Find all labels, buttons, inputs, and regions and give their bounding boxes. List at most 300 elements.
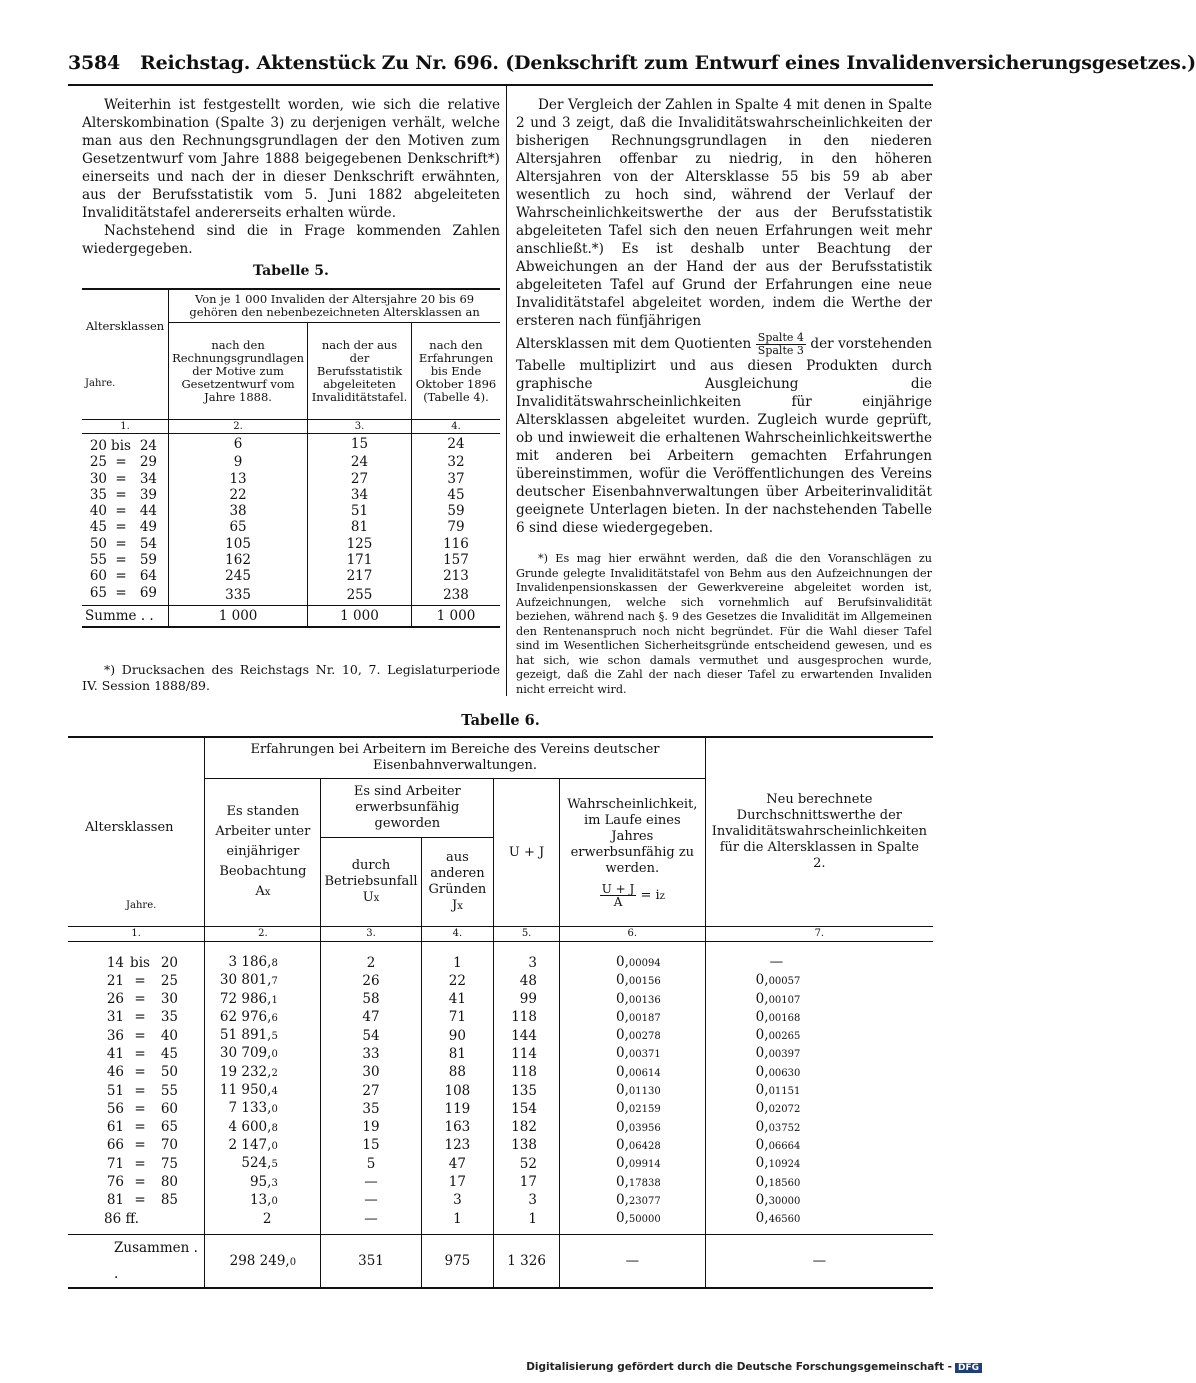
t6-age-cell [68,1027,205,1045]
t6-cell-p-dec: 00278 [628,1031,661,1043]
t6-cell-a-dec: 0 [271,1140,278,1152]
t6-cell-u: 19 [321,1119,421,1137]
t6-cell-n [705,1174,933,1192]
t6-cell-p [559,991,705,1009]
t6-age-to: 45 [160,1045,178,1062]
t6-cell-n-int: — [769,954,784,970]
t6-cell-uj: 17 [494,1174,560,1192]
t5-age-from: 25 [89,454,107,471]
t6-cell-p [559,1137,705,1155]
t6-cell-p-int: 0, [615,1008,629,1025]
t6-age-sep: = [134,972,146,989]
t6-cell-a-dec: 0 [271,1049,278,1061]
t6-age-sep: = [134,1009,146,1026]
t6-cell-a-int: 2 [262,1210,272,1227]
t6-row [68,1192,933,1210]
t5-colnum-2: 2. [169,420,308,434]
t6-cell-p [559,1192,705,1210]
t5-age-sep: = [115,470,127,487]
t6-cell-p-dec: 03956 [628,1122,661,1134]
t6-cell-n [705,1100,933,1118]
t6-cell-n-dec: 46560 [768,1214,801,1226]
t6-cell-p-int: 0, [615,1118,629,1135]
t5-age-from: 50 [89,535,107,552]
t6-cell-p-int: 0, [615,1136,629,1153]
t6-cell-p-dec: 17838 [628,1177,661,1189]
t6-age-sep: = [134,1137,146,1154]
t6-cell-u: — [321,1192,421,1210]
t6-age-to: 85 [160,1192,178,1209]
t5-age-to: 39 [139,486,157,503]
t6-col7-header: Neu berechnete Durchschnittswerthe der Invaliditätswahrscheinlichkeiten für die Altersklassen in Spalte 2. [705,737,933,927]
t6-cell-u: — [321,1210,421,1228]
t5-cell-c2: 9 [169,454,308,470]
t6-cell-n-int: 0, [755,1027,769,1044]
t6-cell-j: 47 [421,1155,494,1173]
quotient-fraction [756,332,806,357]
t6-age-to: 30 [160,991,178,1008]
t6-cell-j: 81 [421,1045,494,1063]
t6-cell-a [205,1210,321,1228]
t6-age-to: 55 [160,1082,178,1099]
t6-cell-uj: 1 [494,1210,560,1228]
t6-cell-j: 88 [421,1064,494,1082]
t5-cell-c4: 116 [443,535,469,552]
quotient-rest: der vorstehenden Tabelle multiplizirt und aus diesen Produkten durch graphische Ausgleichung die Invaliditätswahrscheinlichkeiten für einjährige Altersklassen abgeleitet wurden. Zugleich wurde geprüft, ob und inwieweit die erhaltenen Wahrscheinlichkeitswerthe mit anderen bei Arbeitern gemachten Erfahrungen übereinstimmen, wofür die Veröffentlichungen des Vereins deutscher Eisenbahnverwaltungen über Arbeiterinvalidität geeignete Unterlagen bieten. In der nachstehenden Tabelle 6 sind diese wiedergegeben. [516,336,932,536]
t6-row [68,1137,933,1155]
t5-age-to: 64 [139,568,157,585]
t5-row [82,487,500,503]
t5-age-sep: = [115,535,127,552]
t6-age-to: 50 [160,1064,178,1081]
t6-cell-a-int: 62 976, [219,1008,272,1025]
t6-cell-a-int: 4 600, [228,1118,272,1135]
t6-row [68,1210,933,1228]
t6-age-from: 51 [106,1082,124,1099]
t6-cell-n [705,991,933,1009]
t6-cell-p [559,1064,705,1082]
t6-cell-p-dec: 00094 [628,958,661,969]
t5-age-to: 69 [139,584,157,601]
t6-cell-p [559,1210,705,1228]
t6-age-sep: = [134,1082,146,1099]
t6-cell-a-dec: 5 [271,1159,278,1171]
t6-age-from: 56 [106,1100,124,1117]
t5-cell-c3: 34 [308,487,412,503]
t5-sum-c2: 1 000 [169,605,308,627]
t5-col1-sub: Jahre. [85,377,116,389]
t6-cell-n [705,954,933,972]
t5-cell-c2: 65 [169,519,308,535]
t5-cell-c2: 245 [169,568,308,584]
t5-age-to: 29 [139,454,157,471]
t6-cell-p-int: 0, [615,1210,629,1227]
t6-age-from: 26 [106,991,124,1008]
t5-row [82,503,500,519]
t6-cell-p-dec: 00136 [628,994,661,1006]
t5-age-to: 44 [139,503,157,520]
t6-cell-j: 1 [421,954,494,972]
t6-cell-n-dec: 00265 [768,1031,801,1043]
t6-cell-a [205,1137,321,1155]
t6-age-from: 36 [106,1027,124,1044]
t6-cell-a-int: 19 232, [219,1063,272,1080]
right-footnote-text: *) Es mag hier erwähnt werden, daß die den Voranschlägen zu Grunde gelegte Invaliditätstafel von Behm aus den Aufzeichnungen der Invalidenpensionskassen der Gewerkvereine abgeleitet worden ist, Aufzeichnungen, welche sich vornehmlich auf Berufsinvalidität beziehen, während nach §. 9 des Gesetzes die Invalidität im Allgemeinen den Rentenanspruch noch nicht begründet. Für die Wahl dieser Tafel sind im Wesentlichen Sicherheitsgründe entscheidend gewesen, und es hat sich, wie schon damals vermuthet und ausgesprochen wurde, gezeigt, daß die Zahl der nach dieser Tafel zu erwartenden Invaliden nicht erreicht wird. [516,552,932,696]
t6-col6-fraction [600,883,637,908]
t6-cell-p-dec: 00187 [628,1012,661,1024]
t6-cell-u: 30 [321,1064,421,1082]
t5-row [82,519,500,535]
t6-age-cell [68,1210,205,1228]
t6-cell-j: 71 [421,1009,494,1027]
t5-col3-header: nach der aus der Berufsstatistik abgeleiteten Invaliditätstafel. [308,323,412,420]
t6-cell-n-int: 0, [755,1063,769,1080]
t6-cell-p-int: 0, [615,1100,629,1117]
t5-cell-c4: 213 [443,568,469,585]
t6-cell-n-int: 0, [755,1008,769,1025]
table5-footnote [82,662,500,694]
t6-cell-uj: 99 [494,991,560,1009]
t6-cell-n [705,1119,933,1137]
t5-col2-header: nach den Rechnungsgrundlagen der Motive zum Gesetzentwurf vom Jahre 1888. [169,323,308,420]
t6-cell-j: 123 [421,1137,494,1155]
t6-cell-uj: 118 [494,1009,560,1027]
t6-cell-u: 27 [321,1082,421,1100]
t5-cell-c2: 6 [169,434,308,455]
t6-age-from: 61 [106,1119,124,1136]
t6-age-from: 21 [106,972,124,989]
left-column [82,96,500,280]
t6-age-to: 80 [160,1174,178,1191]
t6-cell-uj: 135 [494,1082,560,1100]
t6-cell-n [705,1045,933,1063]
t6-cell-u: — [321,1174,421,1192]
t6-colnum-7: 7. [705,927,933,942]
t5-colnum-1: 1. [82,420,169,434]
t6-colnum-1: 1. [68,927,205,942]
t6-cell-u: 5 [321,1155,421,1173]
t6-cell-u: 54 [321,1027,421,1045]
t6-age-to: 35 [160,1009,178,1026]
t5-cell-c3: 81 [308,519,412,535]
t6-cell-n-int: 0, [755,1082,769,1099]
t6-cell-n [705,1009,933,1027]
t5-age-from: 40 [89,503,107,520]
t6-age-cell [68,1192,205,1210]
t6-cell-p [559,1045,705,1063]
t6-cell-j: 90 [421,1027,494,1045]
t6-cell-n [705,1137,933,1155]
t6-age-to: 75 [160,1155,178,1172]
t6-cell-p [559,1009,705,1027]
t5-row [82,454,500,470]
t6-cell-u: 33 [321,1045,421,1063]
t5-age-cell [82,519,169,535]
t6-cell-a-int: 13, [249,1191,272,1208]
t6-cell-j: 3 [421,1192,494,1210]
t6-cell-p-int: 0, [615,1063,629,1080]
t5-cell-c2: 162 [169,552,308,568]
t6-cell-u: 15 [321,1137,421,1155]
t6-cell-uj: 114 [494,1045,560,1063]
t6-age-sep: = [134,1027,146,1044]
fraction-denominator: Spalte 3 [757,344,804,357]
t6-cell-a-dec: 2 [271,1067,278,1079]
t6-cell-n-dec: 06664 [768,1140,801,1152]
t6-cell-a [205,1119,321,1137]
t6-row [68,1155,933,1173]
t5-cell-c4: 59 [447,503,465,520]
t5-sum-c3: 1 000 [308,605,412,627]
t5-age-from: 45 [89,519,107,536]
t6-cell-j: 41 [421,991,494,1009]
t6-age-from: 86 ff. [104,1210,139,1227]
t6-col6-label: Wahrscheinlichkeit, im Laufe eines Jahres erwerbsunfähig zu werden. [567,797,698,876]
t6-age-from: 41 [106,1045,124,1062]
t6-row [68,1100,933,1118]
t6-cell-p-dec: 02159 [628,1104,661,1116]
t6-cell-a [205,954,321,972]
t5-age-to: 34 [139,470,157,487]
t5-cell-c2: 13 [169,471,308,487]
t5-age-sep: = [115,568,127,585]
t5-age-cell [82,552,169,568]
t5-cell-c3: 255 [308,585,412,606]
t5-cell-c4: 37 [447,470,465,487]
t6-age-sep: = [134,1119,146,1136]
t5-age-cell [82,568,169,584]
t6-cell-p-dec: 00156 [628,976,661,988]
t6-age-from: 31 [106,1009,124,1026]
t6-cell-n [705,1210,933,1228]
t5-age-sep: = [115,486,127,503]
t6-cell-n-int: 0, [755,1155,769,1172]
t6-col3-header [321,838,421,927]
t6-cell-a-int: 524, [241,1155,272,1172]
t5-header-altersklassen [82,289,169,420]
t6-age-to: 20 [160,954,178,971]
t6-row [68,1064,933,1082]
t6-cell-p-int: 0, [615,1082,629,1099]
t6-age-sep: = [134,1100,146,1117]
t5-age-from: 55 [89,552,107,569]
t6-cell-n-int: 0, [755,1191,769,1208]
t6-cell-a-dec: 8 [271,958,278,969]
t6-cell-n-dec: 00107 [768,994,801,1006]
t5-cell-c4: 238 [443,586,469,603]
t6-age-cell [68,972,205,990]
t6-cell-p [559,1174,705,1192]
t6-cell-p [559,1155,705,1173]
t6-total-u: 351 [321,1235,421,1289]
right-column [516,96,932,537]
t6-row [68,991,933,1009]
t6-total-p: — [559,1235,705,1289]
t6-age-from: 71 [106,1155,124,1172]
t6-col2-label: Es standen Arbeiter unter einjähriger Beobachtung [215,804,311,879]
table-5 [82,288,500,628]
t6-age-sep: = [134,1064,146,1081]
t6-total-a-dec: 0 [289,1257,297,1269]
t5-cell-c3: 217 [308,568,412,584]
t6-col3-symbol: U [362,889,374,905]
t6-cell-n-int: 0, [755,990,769,1007]
table5-title: Tabelle 5. [253,263,329,279]
table5-footnote-text: *) Drucksachen des Reichstags Nr. 10, 7. Legislaturperiode IV. Session 1888/89. [82,662,500,693]
t6-age-from: 76 [106,1174,124,1191]
t6-cell-a-int: 2 147, [228,1136,272,1153]
t6-age-cell [68,1119,205,1137]
t6-age-cell [68,1137,205,1155]
t5-span-header: Von je 1 000 Invaliden der Altersjahre 20 bis 69 gehören den nebenbezeichneten Altersklassen an [169,289,500,323]
t6-cell-a-dec: 6 [271,1012,278,1024]
t6-cell-n-int: 0, [755,1045,769,1062]
t6-age-to: 60 [160,1100,178,1117]
t6-col4-label: aus anderen Gründen [428,849,487,897]
t6-cell-n [705,1192,933,1210]
t6-row [68,954,933,972]
t6-cell-j: 108 [421,1082,494,1100]
t5-row [82,536,500,552]
t6-cell-u: 35 [321,1100,421,1118]
t6-col6-rhs: = i [640,888,660,903]
t5-cell-c4: 79 [447,519,465,536]
t5-age-to: 24 [139,438,157,454]
t6-cell-n-dec: 00630 [768,1067,801,1079]
t6-cell-p [559,1100,705,1118]
t6-col1-label: Altersklassen [85,820,174,835]
t6-cell-a [205,1082,321,1100]
t6-cell-n [705,1064,933,1082]
t6-cell-n-dec: 10924 [768,1159,801,1171]
t6-cell-p [559,972,705,990]
t6-age-sep: = [134,991,146,1008]
t5-cell-c2: 335 [169,585,308,606]
t5-age-from: 65 [89,584,107,601]
t5-cell-c4: 24 [447,436,465,452]
t6-cell-a [205,991,321,1009]
t5-cell-c3: 125 [308,536,412,552]
t6-age-to: 25 [160,972,178,989]
t6-cell-a-int: 30 709, [219,1045,272,1062]
t5-sum-label: Summe . . [82,605,169,627]
t5-cell-c2: 38 [169,503,308,519]
t5-cell-c4: 32 [447,454,465,471]
t6-col2-header [205,779,321,927]
t5-cell-c4: 45 [447,486,465,503]
t6-cell-a-int: 51 891, [219,1027,272,1044]
t6-cell-uj: 118 [494,1064,560,1082]
t6-total-a-int: 298 249, [229,1253,290,1270]
t5-age-from: 60 [89,568,107,585]
t6-cell-a-dec: 5 [271,1031,278,1043]
t6-cell-a-int: 95, [249,1173,272,1190]
t6-cell-n [705,1082,933,1100]
t5-age-cell [82,536,169,552]
t6-cell-n-dec: 18560 [768,1177,801,1189]
t6-age-sep: bis [130,954,150,971]
t5-cell-c4: 157 [443,552,469,569]
t6-cell-uj: 144 [494,1027,560,1045]
t6-age-cell [68,1009,205,1027]
t5-age-sep: = [115,503,127,520]
t6-cell-u: 47 [321,1009,421,1027]
t6-colnum-6: 6. [559,927,705,942]
t6-col5-label: U + J [508,844,545,860]
t6-row [68,1174,933,1192]
t6-cell-a [205,1009,321,1027]
t5-body [82,434,500,606]
t6-cell-a-int: 3 186, [228,954,272,970]
t5-cell-c3: 27 [308,471,412,487]
t6-cell-j: 1 [421,1210,494,1228]
t6-colnum-3: 3. [321,927,421,942]
t6-row [68,1027,933,1045]
t6-age-sep: = [134,1045,146,1062]
t6-col6-header [559,779,705,927]
t6-age-sep: = [134,1192,146,1209]
t6-group-header: Erfahrungen bei Arbeitern im Bereiche des Vereins deutscher Eisenbahnverwaltungen. [205,737,705,779]
t6-age-cell [68,1155,205,1173]
t5-row [82,585,500,606]
t5-age-cell [82,454,169,470]
t6-total-n: — [705,1235,933,1289]
t6-total-uj: 1 326 [494,1235,560,1289]
t5-cell-c2: 105 [169,536,308,552]
t6-cell-p-int: 0, [615,972,629,989]
t6-cell-p-int: 0, [615,990,629,1007]
t6-cell-j: 119 [421,1100,494,1118]
t6-cell-u: 2 [321,954,421,972]
t6-cell-n-int: 0, [755,1100,769,1117]
t5-age-cell [82,487,169,503]
t6-age-sep: = [134,1155,146,1172]
t5-age-from: 30 [89,470,107,487]
t6-cell-n-dec: 02072 [768,1104,801,1116]
t5-colnum-3: 3. [308,420,412,434]
t5-row [82,471,500,487]
t6-cell-a-int: 7 133, [228,1100,272,1117]
fraction-numerator: Spalte 4 [757,331,804,344]
t5-age-cell [82,585,169,606]
t5-age-cell [82,503,169,519]
t6-cell-uj: 48 [494,972,560,990]
t5-age-sep: = [115,519,127,536]
t6-colnum-4: 4. [421,927,494,942]
t6-cell-p-int: 0, [615,1155,629,1172]
t6-col4-sub: x [457,900,463,912]
t6-cell-a [205,1064,321,1082]
t5-cell-c3: 51 [308,503,412,519]
t6-col34-header: Es sind Arbeiter erwerbsunfähig geworden [321,779,494,838]
t6-age-cell [68,1045,205,1063]
t6-age-sep: = [134,1174,146,1191]
t6-cell-a-dec: 8 [271,1122,278,1134]
t6-cell-a [205,1045,321,1063]
t6-col2-symbol: A [255,884,265,899]
right-paragraph-1: Der Vergleich der Zahlen in Spalte 4 mit denen in Spalte 2 und 3 zeigt, daß die Invaliditätswahrscheinlichkeiten der bisherigen Rechnungsgrundlagen in den niederen Altersjahren offenbar zu niedrig, in den höheren Altersjahren von der Altersklasse 55 bis 59 ab aber wesentlich zu hoch sind, während der Verlauf der Wahrscheinlichkeitswerthe der aus der Berufsstatistik abgeleiteten Tafel sich den neuen Erfahrungen weit mehr anschließt.*) Es ist deshalb unter Beachtung der Abweichungen an der Hand der aus der Berufsstatistik abgeleiteten Tafel auf Grund der Erfahrungen eine neue Invaliditätstafel abgeleitet worden, indem die Werthe der ersteren nach fünfjährigen [516,97,932,329]
right-paragraph-2 [516,332,932,537]
t5-age-cell [82,471,169,487]
table-6 [68,736,933,1289]
quotient-lead: Altersklassen mit dem Quotienten [516,336,752,352]
t6-cell-p [559,954,705,972]
t6-colnum-5: 5. [494,927,560,942]
t6-age-from: 14 [106,954,124,971]
t6-cell-p-dec: 50000 [628,1214,661,1226]
t6-cell-uj: 182 [494,1119,560,1137]
t6-cell-a [205,1155,321,1173]
